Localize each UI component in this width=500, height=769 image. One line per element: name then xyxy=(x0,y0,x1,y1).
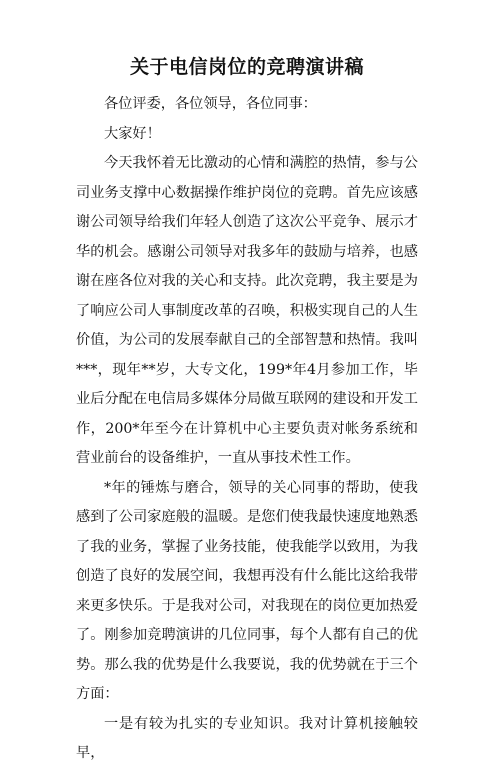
introduction-paragraph: 今天我怀着无比激动的心情和满腔的热情，参与公司业务支撑中心数据操作维护岗位的竞聘。首先应该感谢公司领导给我们年轻人创造了这次公平竞争、展示才华的机会。感谢公司领导对我多年的鼓励与培养，也感谢在座各位对我的关心和支持。此次竞聘，我主要是为了响应公司人事制度改革的召唤，积极实现自己的人生价值，为公司的发展奉献自己的全部智慧和热情。我叫***，现年**岁，大专文化，199*年4月参加工作，毕业后分配在电信局多媒体分局做互联网的建设和开发工作，200*年至今在计算机中心主要负责对帐务系统和营业前台的设备维护，一直从事技术性工作。 xyxy=(76,155,418,466)
salutation-paragraph: 各位评委，各位领导，各位同事： xyxy=(104,96,317,112)
document-title: 关于电信岗位的竞聘演讲稿 xyxy=(129,56,364,78)
experience-paragraph: *年的锤炼与磨合，领导的关心同事的帮助，使我感到了公司家庭般的温暖。是您们使我最快速度地熟悉了我的业务，掌握了业务技能，使我能学以致用，为我创造了良好的发展空间，我想再没有什么能比这给我带来更多快乐。于是我对公司，对我现在的岗位更加热爱了。刚参加竞聘演讲的几位同事，每个人都有自己的优势。那么我的优势是什么我要说，我的优势就在于三个方面： xyxy=(76,479,418,702)
greeting-paragraph: 大家好！ xyxy=(104,125,161,142)
advantage-paragraph: 一是有较为扎实的专业知识。我对计算机接触较早， xyxy=(76,715,418,761)
